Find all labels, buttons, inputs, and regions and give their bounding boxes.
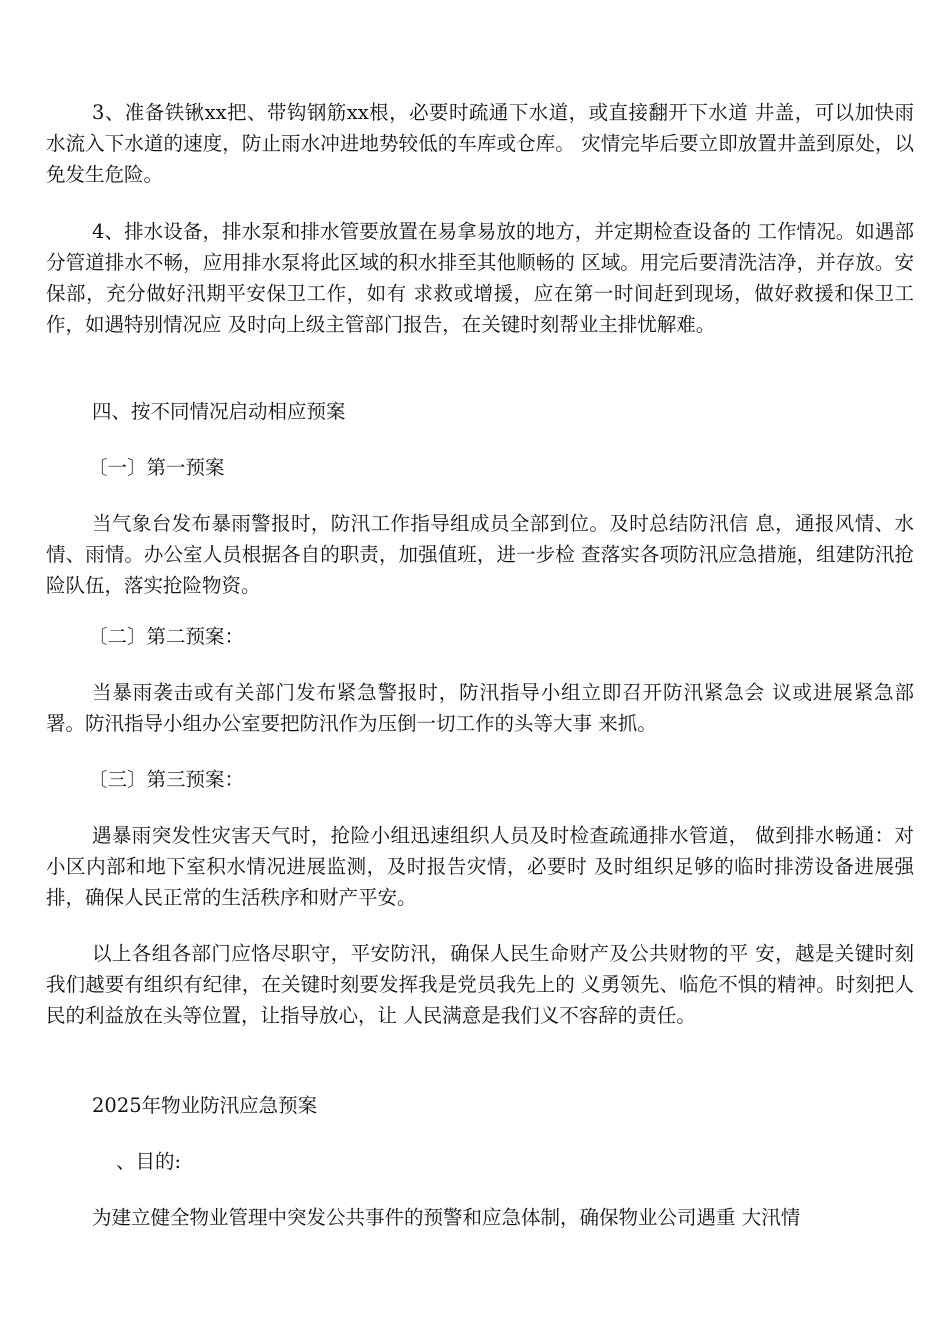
- paragraph-second-plan: 当暴雨袭击或有关部门发布紧急警报时，防汛指导小组立即召开防汛紧急会 议或进展紧急部署。防汛指导小组办公室要把防汛作为压倒一切工作的头等大事 来抓。: [46, 681, 914, 735]
- paragraph-duty-summary: 以上各组各部门应恪尽职守，平安防汛，确保人民生命财产及公共财物的平 安，越是关键时刻我们越要有组织有纪律，在关键时刻要发挥我是党员我先上的 义勇领先、临危不惧的精神。时刻把人民的利益放在头等位置，让指导放心，让 人民满意是我们义不容辞的责任。: [46, 942, 914, 1027]
- subheading-third-plan: 〔三〕第三预案：: [88, 768, 245, 791]
- subheading-first-plan: 〔一〕第一预案: [88, 456, 225, 479]
- paragraph-purpose: 为建立健全物业管理中突发公共事件的预警和应急体制，确保物业公司遇重 大汛情: [92, 1206, 801, 1229]
- paragraph-third-plan: 遇暴雨突发性灾害天气时，抢险小组迅速组织人员及时检查疏通排水管道， 做到排水畅通：对小区内部和地下室积水情况进展监测，及时报告灾情，必要时 及时组织足够的临时排涝设备进展强排，确保人民正常的生活秩序和财产平安。: [46, 824, 914, 909]
- paragraph-first-plan: 当气象台发布暴雨警报时，防汛工作指导组成员全部到位。及时总结防汛信 息，通报风情、水情、雨情。办公室人员根据各自的职责，加强值班，进一步检 查落实各项防汛应急措施，组建防汛抢险队伍，落实抢险物资。: [46, 512, 914, 597]
- section-heading-contingency-plans: 四、按不同情况启动相应预案: [92, 400, 346, 423]
- paragraph-drainage-tools: 3、准备铁锹xx把、带钩钢筋xx根，必要时疏通下水道，或直接翻开下水道 井盖，可以加快雨水流入下水道的速度，防止雨水冲进地势较低的车库或仓库。 灾情完毕后要立即放置井盖到原处，以免发生危险。: [46, 101, 914, 186]
- document-title-2025-plan: 2025年物业防汛应急预案: [92, 1094, 318, 1117]
- subheading-purpose: 、目的:: [116, 1150, 182, 1173]
- paragraph-drainage-equipment: 4、排水设备，排水泵和排水管要放置在易拿易放的地方，并定期检查设备的 工作情况。如遇部分管道排水不畅，应用排水泵将此区域的积水排至其他顺畅的 区域。用完后要清洗洁净，并存放。安保部，充分做好汛期平安保卫工作，如有 求救或增援，应在第一时间赶到现场，做好救援和保卫工作，如遇特别情况应 及时向上级主管部门报告，在关键时刻帮业主排忧解难。: [46, 220, 914, 336]
- subheading-second-plan: 〔二〕第二预案：: [88, 625, 245, 648]
